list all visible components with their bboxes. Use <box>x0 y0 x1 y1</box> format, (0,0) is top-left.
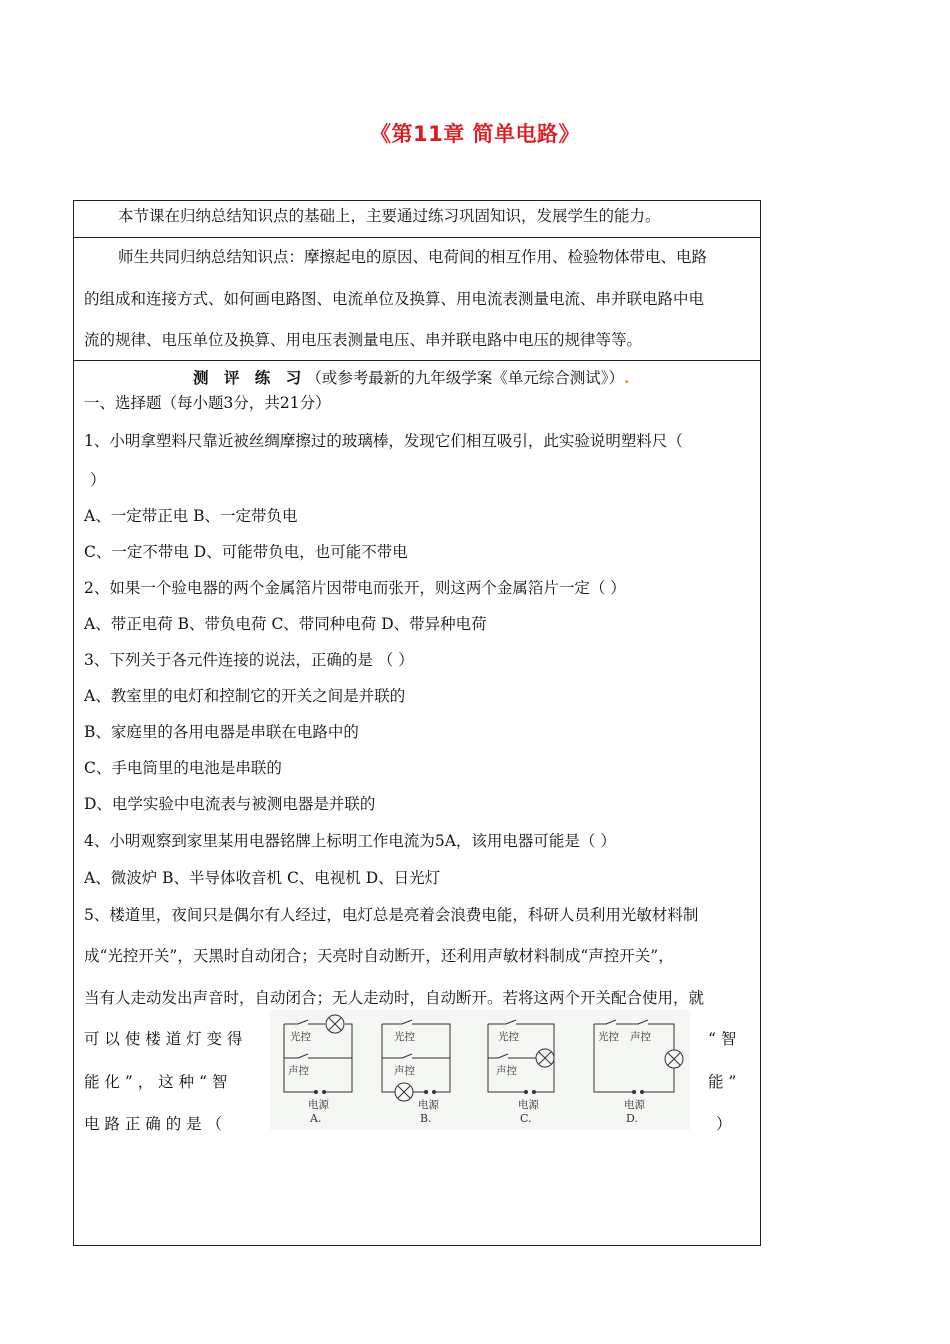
sound-switch-label: 声控 <box>630 1031 651 1043</box>
question-5: 成“光控开关”，天黑时自动闭合；天亮时自动断开，还利用声敏材料制成“声控开关”， <box>84 947 674 965</box>
question-3-option-c: C、手电筒里的电池是串联的 <box>84 759 282 777</box>
table-divider <box>73 237 761 238</box>
summary-line: 的组成和连接方式、如何画电路图、电流单位及换算、用电流表测量电流、串并联电路中电 <box>84 290 705 308</box>
question-3-option-a: A、教室里的电灯和控制它的开关之间是并联的 <box>84 687 406 705</box>
question-3-option-d: D、电学实验中电流表与被测电器是并联的 <box>84 795 376 813</box>
page-title: 《第11章 简单电路》 <box>369 122 581 146</box>
light-switch-label: 光控 <box>498 1031 519 1043</box>
circuit-b <box>382 1020 450 1101</box>
option-label-a: A. <box>310 1112 322 1125</box>
summary-line: 师生共同归纳总结知识点：摩擦起电的原因、电荷间的相互作用、检验物体带电、电路 <box>118 248 708 266</box>
question-1-end: ） <box>90 471 106 489</box>
question-3: 3、下列关于各元件连接的说法，正确的是 （ ） <box>84 651 414 669</box>
question-2-options: A、带正电荷 B、带负电荷 C、带同种电荷 D、带异种电荷 <box>84 615 487 633</box>
power-label: 电源 <box>518 1099 539 1111</box>
sound-switch-label: 声控 <box>288 1065 309 1077</box>
sound-switch-label: 声控 <box>394 1065 415 1077</box>
question-5: 能 ” <box>708 1073 737 1091</box>
table-divider <box>73 360 761 361</box>
power-label: 电源 <box>624 1099 645 1111</box>
question-5: 可 以 使 楼 道 灯 变 得 <box>84 1030 243 1048</box>
question-3-option-b: B、家庭里的各用电器是串联在电路中的 <box>84 723 359 741</box>
practice-heading-dot: . <box>623 368 630 387</box>
lamp-icon <box>329 1018 341 1030</box>
practice-heading-bold: 测 评 练 习 <box>193 368 307 387</box>
question-4-options: A、微波炉 B、半导体收音机 C、电视机 D、日光灯 <box>84 869 441 887</box>
question-1: 1、小明拿塑料尺靠近被丝绸摩擦过的玻璃棒，发现它们相互吸引，此实验说明塑料尺（ <box>84 432 683 450</box>
option-label-d: D. <box>626 1112 638 1125</box>
lamp-icon <box>668 1053 680 1065</box>
question-5: 当有人走动发出声音时，自动闭合；无人走动时，自动断开。若将这两个开关配合使用，就 <box>84 989 705 1007</box>
practice-heading-rest: （或参考最新的九年级学案《单元综合测试》） <box>306 369 624 387</box>
question-5: 能 化 ” ， 这 种 “ 智 <box>84 1073 228 1091</box>
question-2: 2、如果一个验电器的两个金属箔片因带电而张开，则这两个金属箔片一定（ ） <box>84 579 626 597</box>
option-label-b: B. <box>420 1112 432 1125</box>
light-switch-label: 光控 <box>290 1031 311 1043</box>
light-switch-label: 光控 <box>598 1031 619 1043</box>
power-label: 电源 <box>308 1099 329 1111</box>
question-5: “ 智 <box>708 1030 737 1048</box>
practice-heading <box>193 368 629 388</box>
option-label-c: C. <box>520 1112 532 1125</box>
question-5: 5、楼道里，夜间只是偶尔有人经过，电灯总是亮着会浪费电能，科研人员利用光敏材料制 <box>84 906 699 924</box>
section-title: 一、选择题（每小题3分，共21分） <box>84 394 331 412</box>
light-switch-label: 光控 <box>394 1031 415 1043</box>
circuit-a <box>284 1015 352 1094</box>
question-1-options: A、一定带正电 B、一定带负电 <box>84 507 298 525</box>
question-1-options: C、一定不带电 D、可能带负电，也可能不带电 <box>84 543 408 561</box>
lamp-icon <box>398 1086 410 1098</box>
power-label: 电源 <box>418 1099 439 1111</box>
summary-line: 流的规律、电压单位及换算、用电压表测量电压、串并联电路中电压的规律等等。 <box>84 331 643 349</box>
circuit-diagrams-svg <box>270 1010 690 1130</box>
sound-switch-label: 声控 <box>496 1065 517 1077</box>
lamp-icon <box>539 1052 551 1064</box>
question-5: 电 路 正 确 的 是 （ <box>84 1115 223 1133</box>
circuit-diagrams <box>270 1010 690 1130</box>
question-4: 4、小明观察到家里某用电器铭牌上标明工作电流为5A，该用电器可能是（ ） <box>84 832 616 850</box>
question-5: ） <box>716 1115 732 1133</box>
intro-text: 本节课在归纳总结知识点的基础上，主要通过练习巩固知识，发展学生的能力。 <box>118 207 661 225</box>
